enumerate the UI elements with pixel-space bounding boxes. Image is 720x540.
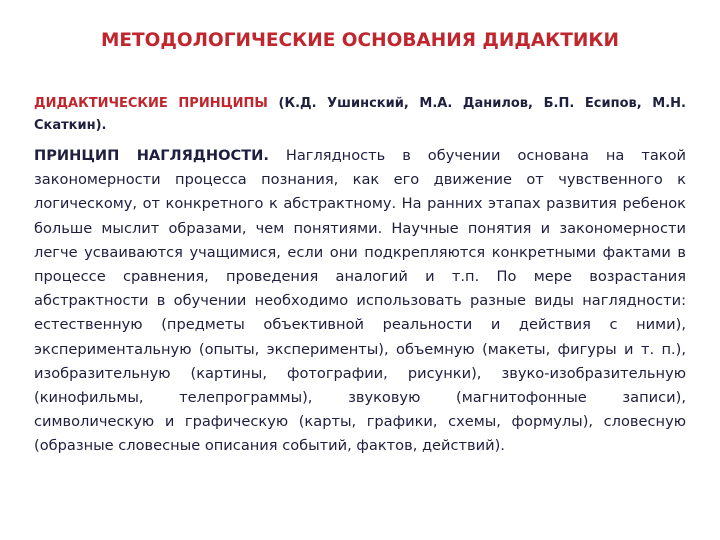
subtitle xyxy=(34,93,686,137)
subtitle-accent: ДИДАКТИЧЕСКИЕ ПРИНЦИПЫ xyxy=(34,96,268,111)
principle-paragraph xyxy=(34,144,686,459)
slide-title: МЕТОДОЛОГИЧЕСКИЕ ОСНОВАНИЯ ДИДАКТИКИ xyxy=(101,30,619,51)
principle-label: ПРИНЦИП НАГЛЯДНОСТИ. xyxy=(34,147,269,164)
subtitle-authors: (К.Д. Ушинский, М.А. Данилов, Б.П. Есипов, М.Н. Скаткин). xyxy=(34,96,686,133)
principle-text: Наглядность в обучении основана на такой закономерности процесса познания, как его движение от чувственного к логическому, от конкретного к абстрактному. На ранних этапах развития ребенок больше мыслит образами, чем понятиями. Научные понятия и закономерности легче усваиваются учащимися, если они подкрепляются конкретными фактами в процессе сравнения, проведения аналогий и т.п. По мере возрастания абстрактности в обучении необходимо использовать разные виды наглядности: естественную (предметы объективной реальности и действия с ними), экспериментальную (опыты, эксперименты), объемную (макеты, фигуры и т. п.), изобразительную (картины, фотографии, рисунки), звуко-изобразительную (кинофильмы, телепрограммы), звуковую (магнитофонные записи), символическую и графическую (карты, графики, схемы, формулы), словесную (образные словесные описания событий, фактов, действий). xyxy=(34,147,686,455)
